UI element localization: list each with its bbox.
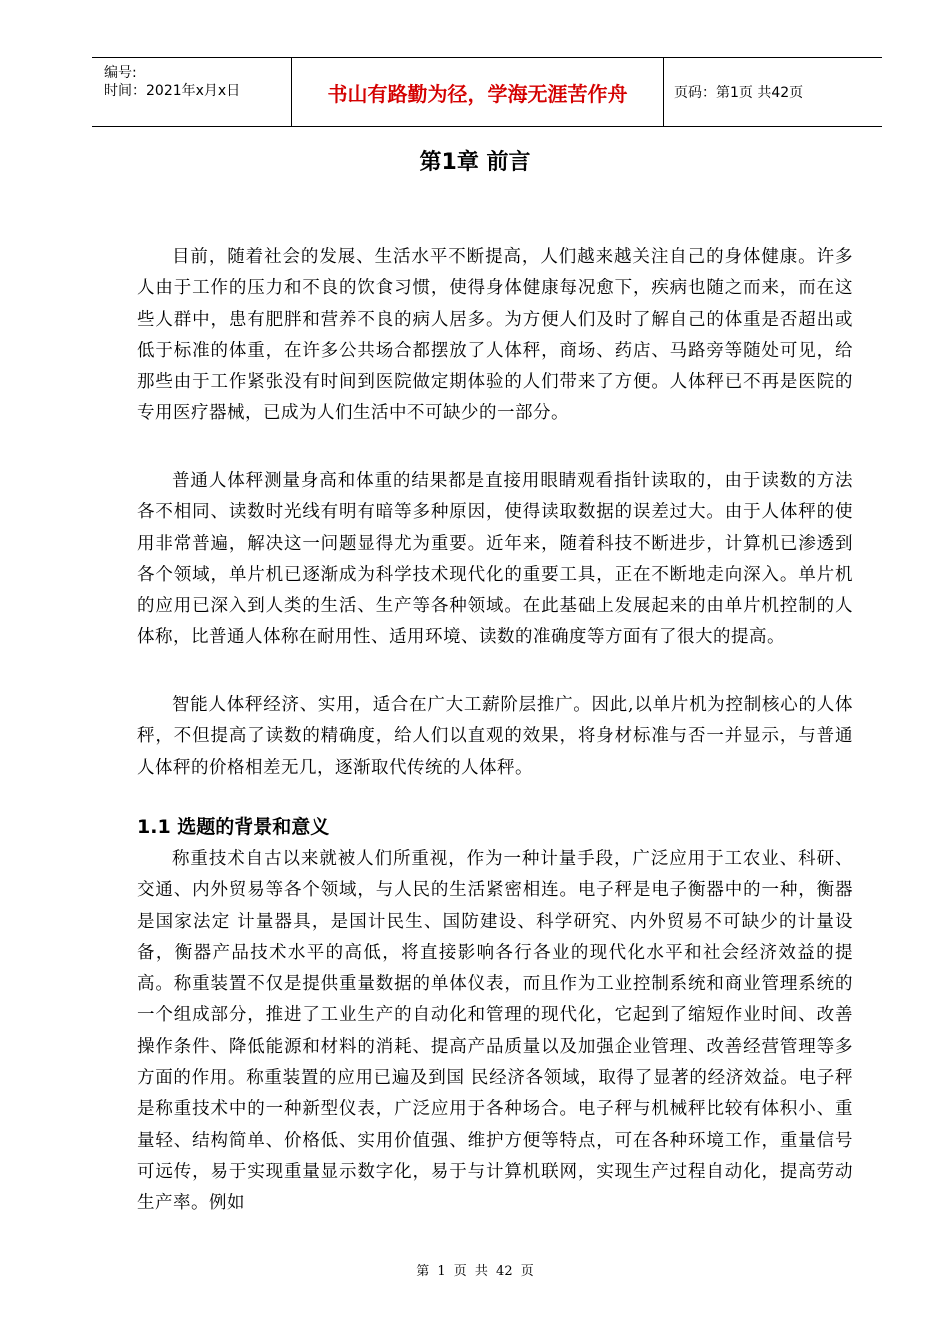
section-title: 1.1 选题的背景和意义 [137, 816, 330, 838]
document-number-label: 编号: [104, 65, 137, 81]
body-paragraph-3: 智能人体秤经济、实用，适合在广大工薪阶层推广。因此,以单片机为控制核心的人体秤，不但提高了读数的精确度，给人们以直观的效果，将身材标准与否一并显示，与普通人体秤的价格相差无几，逐渐取代传统的人体秤。 [137, 695, 853, 778]
page-footer: 第 1 页 共 42 页 [416, 1264, 534, 1279]
body-paragraph-2: 普通人体秤测量身高和体重的结果都是直接用眼睛观看指针读取的，由于读数的方法各不相同、读数时光线有明有暗等多种原因，使得读取数据的误差过大。由于人体秤的使用非常普遍，解决这一问题显得尤为重要。近年来，随着科技不断进步，计算机已渗透到各个领域，单片机已逐渐成为科学技术现代化的重要工具，正在不断地走向深入。单片机的应用已深入到人类的生活、生产等各种领域。在此基础上发展起来的由单片机控制的人体称，比普通人体称在耐用性、适用环境、读数的准确度等方面有了很大的提高。 [137, 471, 853, 648]
section-paragraph: 称重技术自古以来就被人们所重视，作为一种计量手段，广泛应用于工农业、科研、交通、内外贸易等各个领域，与人民的生活紧密相连。电子秤是电子衡器中的一种，衡器是国家法定 计量器具，是国计民生、国防建设、科学研究、内外贸易不可缺少的计量设备，衡器产品技术水平的高低，将直接影响各行各业的现代化水平和社会经济效益的提高。称重装置不仅是提供重量数据的单体仪表，而且作为工业控制系统和商业管理系统的一个组成部分，推进了工业生产的自动化和管理的现代化，它起到了缩短作业时间、改善操作条件、降低能源和材料的消耗、提高产品质量以及加强企业管理、改善经营管理等多方面的作用。称重装置的应用已遍及到国 民经济各领域，取得了显著的经济效益。电子秤是称重技术中的一种新型仪表，广泛应用于各种场合。电子秤与机械秤比较有体积小、重量轻、结构简单、价格低、实用价值强、维护方便等特点，可在各种环境工作，重量信号可远传，易于实现重量显示数字化，易于与计算机联网，实现生产过程自动化，提高劳动生产率。例如 [137, 849, 853, 1214]
header-table [92, 57, 882, 127]
header-motto: 书山有路勤为径，学海无涯苦作舟 [292, 58, 664, 126]
header-page-info: 页码：第1页 共42页 [674, 85, 804, 101]
document-time-label: 时间：2021年x月x日 [104, 83, 241, 99]
chapter-title: 第1章 前言 [419, 150, 531, 175]
header-meta-cell [92, 58, 292, 126]
body-paragraph-1: 目前，随着社会的发展、生活水平不断提高，人们越来越关注自己的身体健康。许多人由于工作的压力和不良的饮食习惯，使得身体健康每况愈下，疾病也随之而来，而在这些人群中，患有肥胖和营养不良的病人居多。为方便人们及时了解自己的体重是否超出或低于标准的体重，在许多公共场合都摆放了人体秤，商场、药店、马路旁等随处可见，给那些由于工作紧张没有时间到医院做定期体验的人们带来了方便。人体秤已不再是医院的专用医疗器械，已成为人们生活中不可缺少的一部分。 [137, 247, 853, 424]
